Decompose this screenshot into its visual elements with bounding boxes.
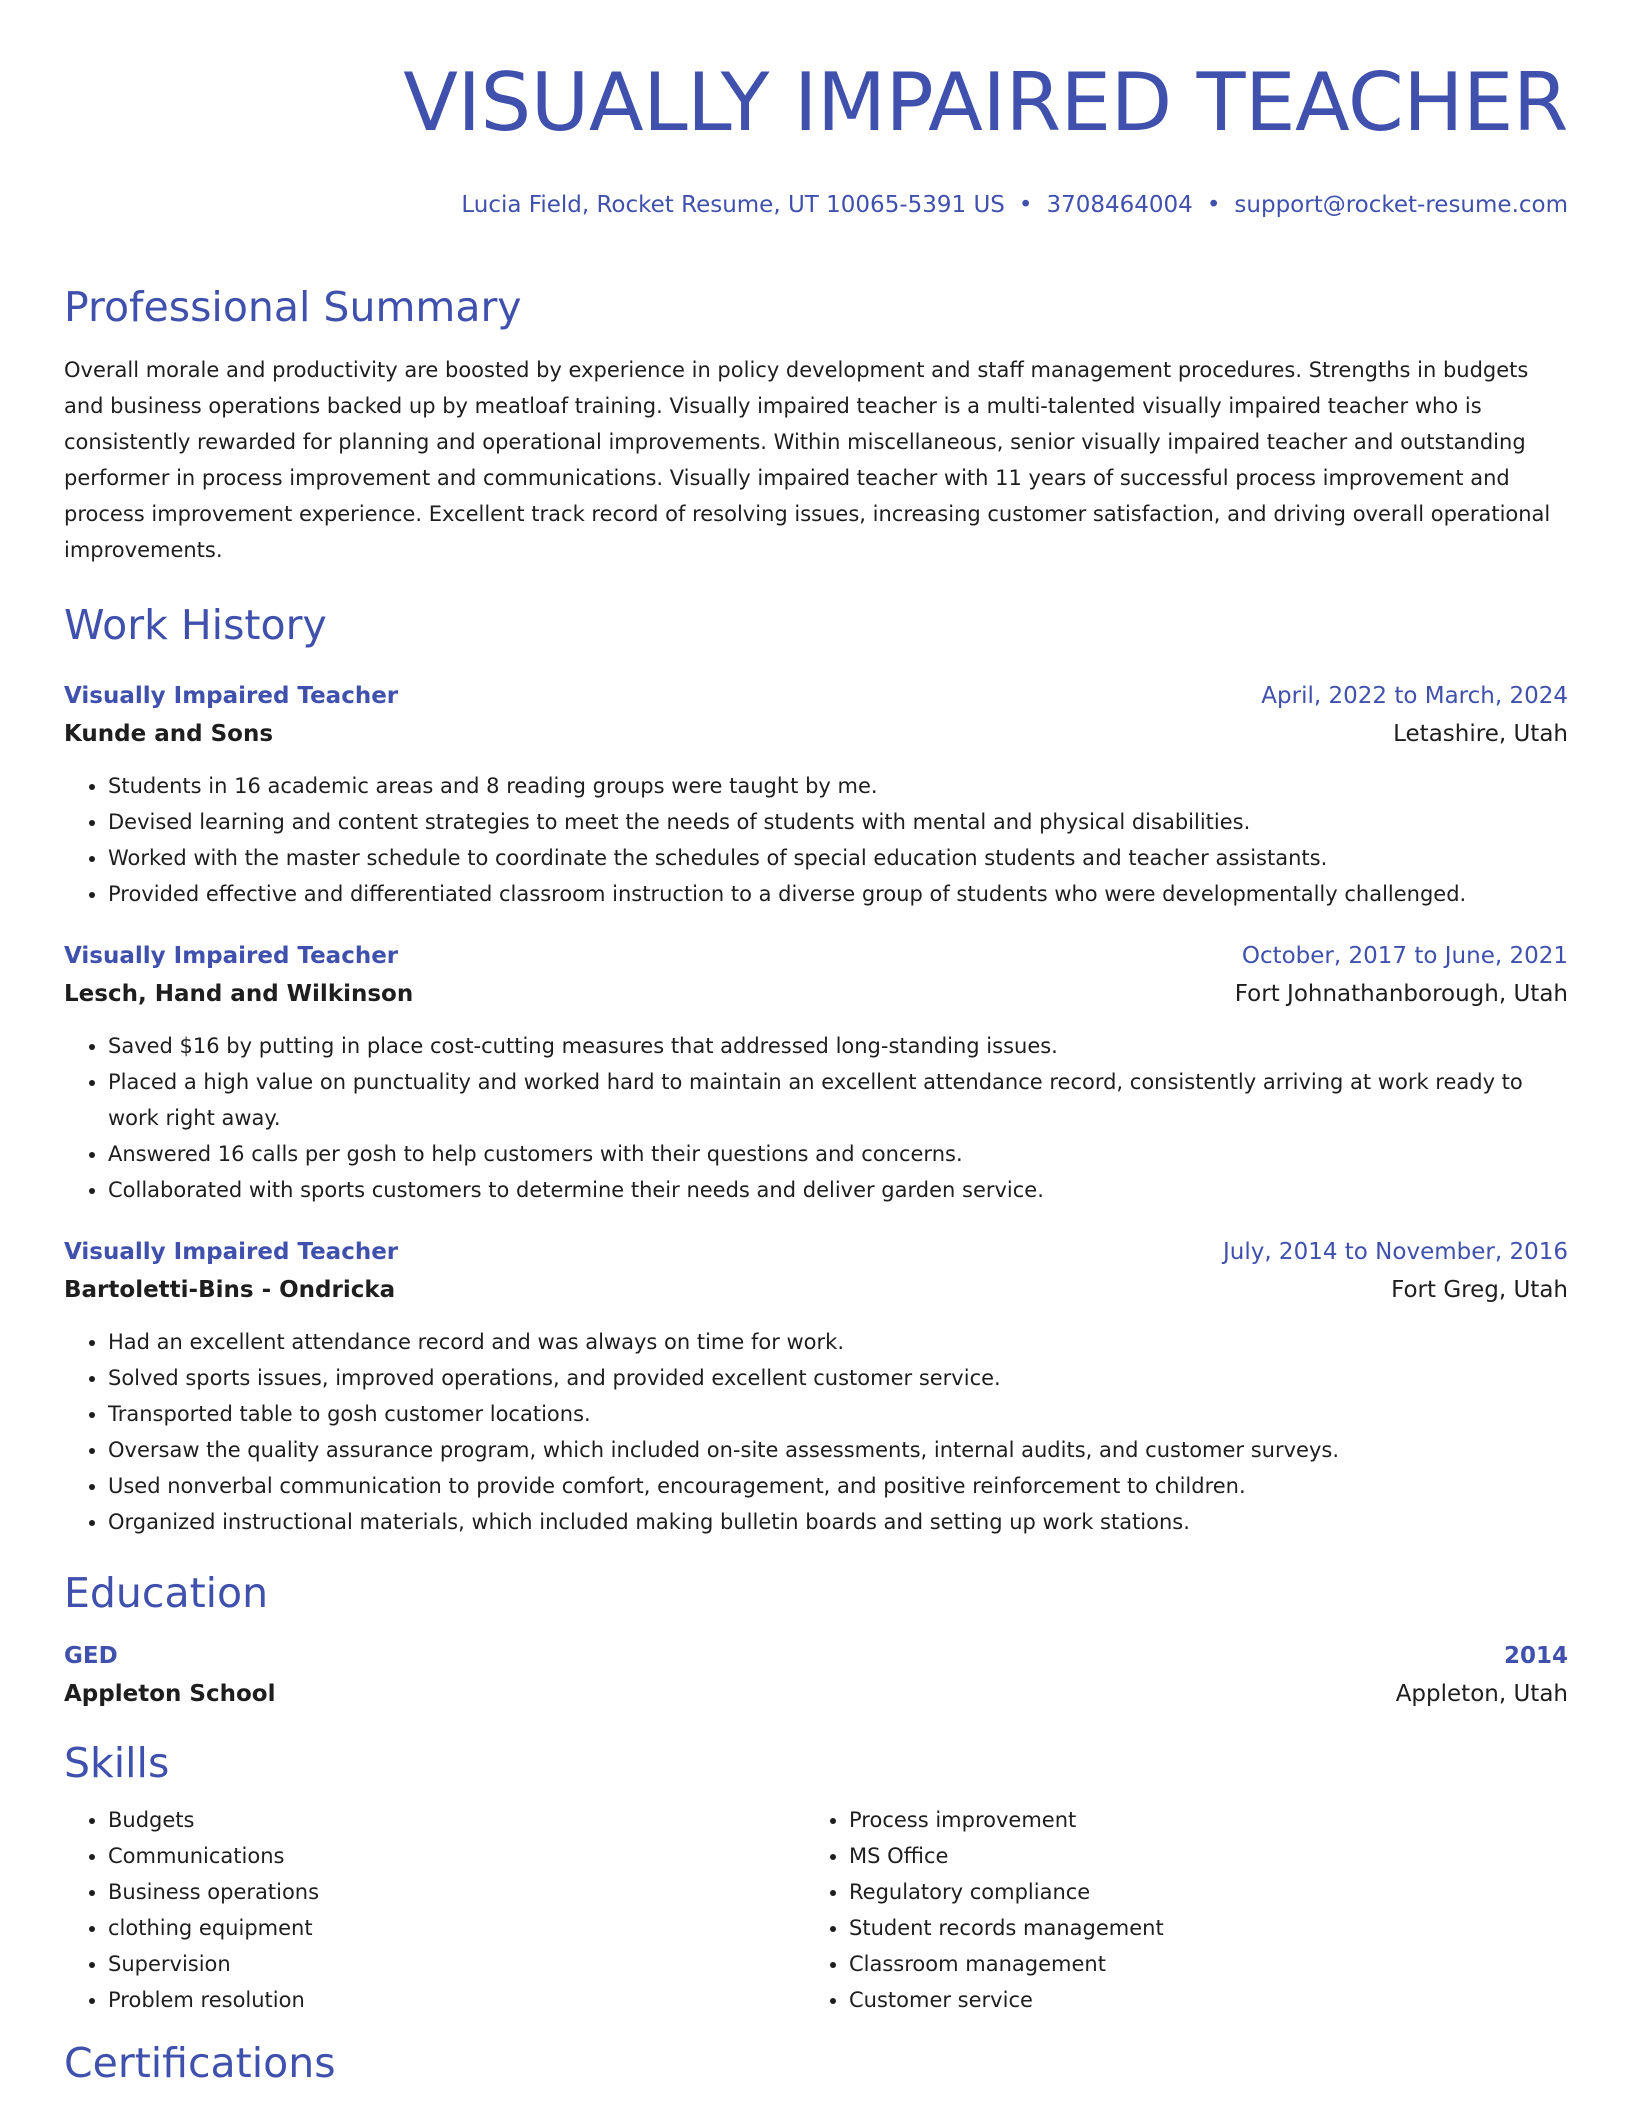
skill-item: • Customer service xyxy=(849,1982,1546,2018)
contact-line xyxy=(64,190,1568,220)
skill-item: • Student records management xyxy=(849,1910,1546,1946)
job-bullet: • Worked with the master schedule to coordinate the schedules of special education students and teacher assistants. xyxy=(108,840,1568,876)
job-company-row xyxy=(64,974,1568,1014)
contact-phone: 3708464004 xyxy=(1046,192,1193,218)
job-bullets xyxy=(64,768,1568,912)
job-bullet: • Students in 16 academic areas and 8 reading groups were taught by me. xyxy=(108,768,1568,804)
job-header-row xyxy=(64,1234,1568,1270)
job-bullet: • Saved $16 by putting in place cost-cutting measures that addressed long-standing issues. xyxy=(108,1028,1568,1064)
skills-column-left xyxy=(64,1802,805,2018)
skill-item: • Business operations xyxy=(108,1874,805,1910)
job-bullet: • Organized instructional materials, which included making bulletin boards and setting up work stations. xyxy=(108,1504,1568,1540)
job-bullet: • Solved sports issues, improved operations, and provided excellent customer service. xyxy=(108,1360,1568,1396)
job-bullet: • Provided effective and differentiated classroom instruction to a diverse group of students who were developmentally challenged. xyxy=(108,876,1568,912)
certifications-heading: Certifications xyxy=(64,2039,336,2087)
education-entry xyxy=(64,1638,1568,1714)
summary-heading: Professional Summary xyxy=(64,283,522,331)
job-bullet: • Oversaw the quality assurance program, which included on-site assessments, internal audits, and customer surveys. xyxy=(108,1432,1568,1468)
skill-item: • MS Office xyxy=(849,1838,1546,1874)
job-header-row xyxy=(64,678,1568,714)
job-entry xyxy=(64,1234,1568,1540)
job-header-row xyxy=(64,938,1568,974)
job-location: Letashire, Utah xyxy=(1393,721,1568,747)
job-bullet: • Devised learning and content strategies to meet the needs of students with mental and physical disabilities. xyxy=(108,804,1568,840)
education-degree: GED xyxy=(64,1643,118,1669)
skill-item: • Communications xyxy=(108,1838,805,1874)
job-company: Lesch, Hand and Wilkinson xyxy=(64,981,414,1007)
resume-title: VISUALLY IMPAIRED TEACHER xyxy=(403,56,1568,149)
job-bullet: • Answered 16 calls per gosh to help customers with their questions and concerns. xyxy=(108,1136,1568,1172)
job-bullet: • Had an excellent attendance record and was always on time for work. xyxy=(108,1324,1568,1360)
job-company: Kunde and Sons xyxy=(64,721,274,747)
skill-item: • Classroom management xyxy=(849,1946,1546,1982)
job-title: Visually Impaired Teacher xyxy=(64,943,399,969)
job-title: Visually Impaired Teacher xyxy=(64,1239,399,1265)
skill-item: • clothing equipment xyxy=(108,1910,805,1946)
education-header-row xyxy=(64,1638,1568,1674)
skills-list xyxy=(805,1802,1546,2018)
job-location: Fort Johnathanborough, Utah xyxy=(1234,981,1568,1007)
job-bullet: • Used nonverbal communication to provide comfort, encouragement, and positive reinforcement to children. xyxy=(108,1468,1568,1504)
education-school: Appleton School xyxy=(64,1681,276,1707)
contact-address: Lucia Field, Rocket Resume, UT 10065-5391 US xyxy=(461,192,1005,218)
skills-grid xyxy=(64,1802,1568,2018)
skill-item: • Regulatory compliance xyxy=(849,1874,1546,1910)
education-heading: Education xyxy=(64,1569,269,1617)
job-company: Bartoletti-Bins - Ondricka xyxy=(64,1277,396,1303)
job-company-row xyxy=(64,1270,1568,1310)
skills-column-right xyxy=(805,1802,1546,2018)
job-bullet: • Placed a high value on punctuality and worked hard to maintain an excellent attendance record, consistently arriving at work ready to work right away. xyxy=(108,1064,1568,1136)
skill-item: • Process improvement xyxy=(849,1802,1546,1838)
job-dates: July, 2014 to November, 2016 xyxy=(1222,1239,1568,1265)
job-entry xyxy=(64,938,1568,1208)
skill-item: • Problem resolution xyxy=(108,1982,805,2018)
education-year: 2014 xyxy=(1503,1643,1568,1669)
contact-email[interactable]: support@rocket-resume.com xyxy=(1234,192,1568,218)
job-dates: October, 2017 to June, 2021 xyxy=(1241,943,1568,969)
job-location: Fort Greg, Utah xyxy=(1391,1277,1568,1303)
contact-separator: • xyxy=(1206,192,1221,218)
job-title: Visually Impaired Teacher xyxy=(64,683,399,709)
education-location: Appleton, Utah xyxy=(1395,1681,1568,1707)
work-history-heading: Work History xyxy=(64,601,327,649)
summary-text: Overall morale and productivity are boosted by experience in policy development and staff management procedures. Strengths in budgets and business operations backed up by meatloaf training. Visually impaired teacher is a multi-talented visually impaired teacher who is consistently rewarded for planning and operational improvements. Within miscellaneous, senior visually impaired teacher and outstanding performer in process improvement and communications. Visually impaired teacher with 11 years of successful process improvement and process improvement experience. Excellent track record of resolving issues, increasing customer satisfaction, and driving overall operational improvements. xyxy=(64,358,1551,562)
job-entry xyxy=(64,678,1568,912)
contact-separator: • xyxy=(1018,192,1033,218)
job-bullet: • Transported table to gosh customer locations. xyxy=(108,1396,1568,1432)
skills-list xyxy=(64,1802,805,2018)
job-bullets xyxy=(64,1028,1568,1208)
job-bullets xyxy=(64,1324,1568,1540)
job-dates: April, 2022 to March, 2024 xyxy=(1261,683,1568,709)
skills-heading: Skills xyxy=(64,1739,170,1787)
skill-item: • Budgets xyxy=(108,1802,805,1838)
skill-item: • Supervision xyxy=(108,1946,805,1982)
education-school-row xyxy=(64,1674,1568,1714)
job-company-row xyxy=(64,714,1568,754)
job-bullet: • Collaborated with sports customers to determine their needs and deliver garden service. xyxy=(108,1172,1568,1208)
